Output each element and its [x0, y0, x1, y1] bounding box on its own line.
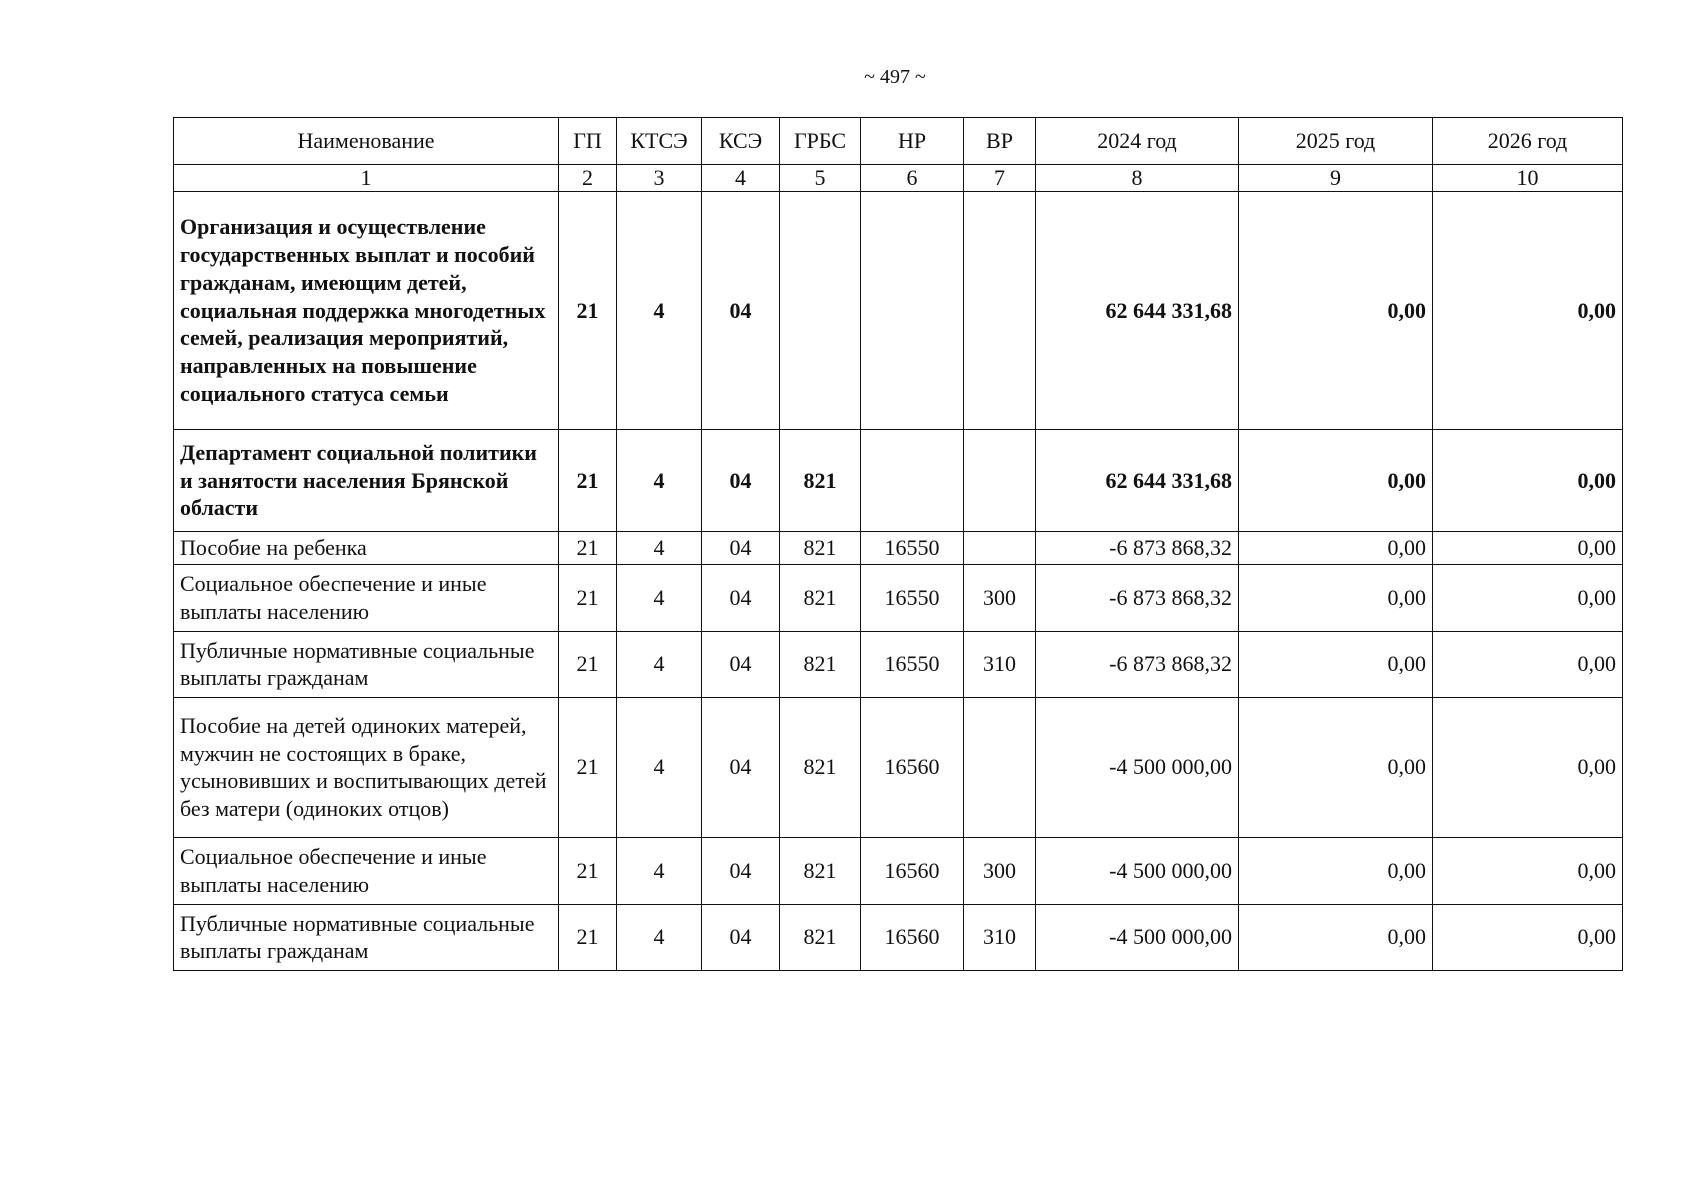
column-number: 5 [780, 165, 861, 192]
cell-vr: 310 [964, 904, 1036, 970]
budget-table [173, 117, 1623, 971]
cell-nr [861, 192, 964, 430]
cell-nr: 16550 [861, 532, 964, 565]
cell-2025: 0,00 [1239, 532, 1433, 565]
cell-ktse: 4 [617, 904, 702, 970]
table-row [174, 192, 1623, 430]
cell-grbs [780, 192, 861, 430]
cell-gp: 21 [559, 430, 617, 532]
cell-grbs: 821 [780, 564, 861, 631]
cell-nr: 16560 [861, 837, 964, 904]
cell-nr: 16550 [861, 564, 964, 631]
cell-gp: 21 [559, 532, 617, 565]
cell-vr: 300 [964, 564, 1036, 631]
cell-grbs: 821 [780, 532, 861, 565]
table-row [174, 837, 1623, 904]
column-header: Наименование [174, 118, 559, 165]
cell-grbs: 821 [780, 430, 861, 532]
cell-ktse: 4 [617, 430, 702, 532]
cell-gp: 21 [559, 564, 617, 631]
cell-2026: 0,00 [1433, 904, 1623, 970]
cell-grbs: 821 [780, 697, 861, 837]
cell-2024: -4 500 000,00 [1036, 837, 1239, 904]
cell-2024: 62 644 331,68 [1036, 192, 1239, 430]
column-number-row [174, 165, 1623, 192]
column-header: 2026 год [1433, 118, 1623, 165]
cell-2025: 0,00 [1239, 631, 1433, 697]
cell-2026: 0,00 [1433, 430, 1623, 532]
column-number: 8 [1036, 165, 1239, 192]
column-number: 10 [1433, 165, 1623, 192]
row-name: Публичные нормативные социальные выплаты гражданам [174, 904, 559, 970]
column-header: КСЭ [702, 118, 780, 165]
cell-ktse: 4 [617, 837, 702, 904]
cell-kse: 04 [702, 532, 780, 565]
cell-grbs: 821 [780, 904, 861, 970]
row-name: Пособие на детей одиноких матерей, мужчин не состоящих в браке, усыновивших и воспитывающих детей без матери (одиноких отцов) [174, 697, 559, 837]
row-name: Социальное обеспечение и иные выплаты населению [174, 837, 559, 904]
cell-2025: 0,00 [1239, 837, 1433, 904]
page-number: ~ 497 ~ [864, 66, 926, 88]
cell-2024: 62 644 331,68 [1036, 430, 1239, 532]
table-row [174, 564, 1623, 631]
cell-2026: 0,00 [1433, 564, 1623, 631]
cell-kse: 04 [702, 564, 780, 631]
column-number: 2 [559, 165, 617, 192]
cell-ktse: 4 [617, 532, 702, 565]
cell-nr [861, 430, 964, 532]
column-header: 2025 год [1239, 118, 1433, 165]
cell-gp: 21 [559, 837, 617, 904]
cell-2026: 0,00 [1433, 837, 1623, 904]
cell-2025: 0,00 [1239, 564, 1433, 631]
cell-2025: 0,00 [1239, 192, 1433, 430]
cell-grbs: 821 [780, 631, 861, 697]
column-number: 9 [1239, 165, 1433, 192]
column-number: 6 [861, 165, 964, 192]
column-header: ГП [559, 118, 617, 165]
cell-vr [964, 430, 1036, 532]
row-name: Пособие на ребенка [174, 532, 559, 565]
cell-2024: -4 500 000,00 [1036, 904, 1239, 970]
column-header: НР [861, 118, 964, 165]
cell-vr [964, 532, 1036, 565]
table-row [174, 631, 1623, 697]
cell-gp: 21 [559, 904, 617, 970]
row-name: Департамент социальной политики и занятости населения Брянской области [174, 430, 559, 532]
cell-2024: -4 500 000,00 [1036, 697, 1239, 837]
cell-2025: 0,00 [1239, 697, 1433, 837]
table-row [174, 532, 1623, 565]
cell-kse: 04 [702, 192, 780, 430]
cell-kse: 04 [702, 697, 780, 837]
cell-ktse: 4 [617, 631, 702, 697]
column-number: 7 [964, 165, 1036, 192]
cell-vr [964, 697, 1036, 837]
cell-nr: 16560 [861, 904, 964, 970]
cell-vr [964, 192, 1036, 430]
cell-2025: 0,00 [1239, 904, 1433, 970]
row-name: Публичные нормативные социальные выплаты гражданам [174, 631, 559, 697]
cell-nr: 16560 [861, 697, 964, 837]
cell-gp: 21 [559, 697, 617, 837]
cell-ktse: 4 [617, 564, 702, 631]
row-name: Организация и осуществление государственных выплат и пособий гражданам, имеющим детей, социальная поддержка многодетных семей, реализация мероприятий, направленных на повышение социального статуса семьи [174, 192, 559, 430]
column-header: КТСЭ [617, 118, 702, 165]
cell-grbs: 821 [780, 837, 861, 904]
cell-kse: 04 [702, 430, 780, 532]
table-row [174, 430, 1623, 532]
column-header: ВР [964, 118, 1036, 165]
cell-kse: 04 [702, 631, 780, 697]
cell-gp: 21 [559, 631, 617, 697]
table-row [174, 904, 1623, 970]
cell-ktse: 4 [617, 192, 702, 430]
row-name: Социальное обеспечение и иные выплаты населению [174, 564, 559, 631]
cell-2024: -6 873 868,32 [1036, 532, 1239, 565]
cell-2024: -6 873 868,32 [1036, 564, 1239, 631]
cell-2026: 0,00 [1433, 192, 1623, 430]
cell-kse: 04 [702, 904, 780, 970]
cell-2024: -6 873 868,32 [1036, 631, 1239, 697]
cell-2026: 0,00 [1433, 631, 1623, 697]
cell-2026: 0,00 [1433, 697, 1623, 837]
column-number: 3 [617, 165, 702, 192]
cell-nr: 16550 [861, 631, 964, 697]
cell-vr: 300 [964, 837, 1036, 904]
cell-2025: 0,00 [1239, 430, 1433, 532]
table-row [174, 697, 1623, 837]
cell-2026: 0,00 [1433, 532, 1623, 565]
cell-kse: 04 [702, 837, 780, 904]
column-number: 1 [174, 165, 559, 192]
column-header: 2024 год [1036, 118, 1239, 165]
cell-ktse: 4 [617, 697, 702, 837]
header-row [174, 118, 1623, 165]
cell-gp: 21 [559, 192, 617, 430]
column-header: ГРБС [780, 118, 861, 165]
column-number: 4 [702, 165, 780, 192]
cell-vr: 310 [964, 631, 1036, 697]
